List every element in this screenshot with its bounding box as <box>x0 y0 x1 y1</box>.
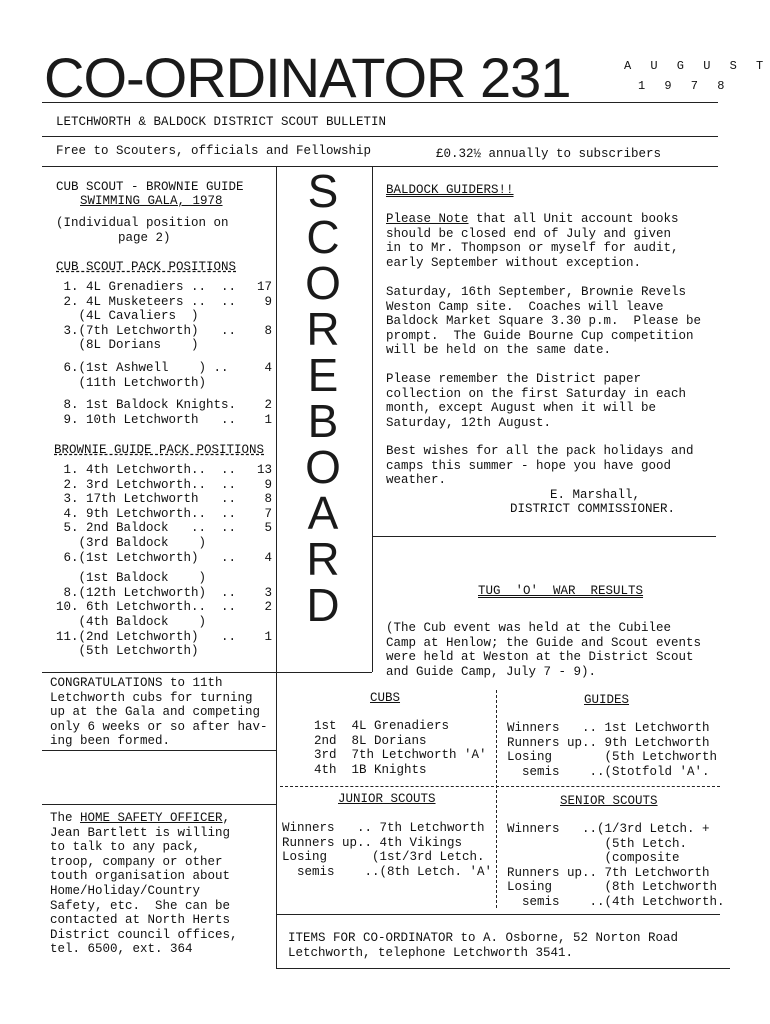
signature-name: E. Marshall, <box>550 488 641 502</box>
list-item: 9. 10th Letchworth .. 1 <box>56 412 272 427</box>
brownie-positions-list <box>56 463 272 659</box>
issue-month: A U G U S T <box>624 59 770 73</box>
cub-positions-list <box>56 280 272 427</box>
results-row-divider <box>280 786 720 787</box>
list-item: (3rd Baldock ) <box>56 535 207 550</box>
list-item: semis ..(8th Letch. 'A' <box>282 864 493 879</box>
scoreboard-letter: S <box>307 165 339 217</box>
list-item: Runners up.. 4th Vikings <box>282 835 463 850</box>
right-column-divider <box>372 166 373 672</box>
list-item: 2nd 8L Dorians <box>314 733 427 748</box>
list-item: (5th Letchworth) <box>56 644 199 659</box>
list-item: Runners up.. 7th Letchworth <box>507 865 710 880</box>
list-item: (composite <box>507 851 680 866</box>
cub-positions-heading: CUB SCOUT PACK POSITIONS <box>56 260 237 274</box>
list-item: 3.(7th Letchworth) .. 8 <box>56 323 272 338</box>
brownie-positions-heading: BROWNIE GUIDE PACK POSITIONS <box>54 443 265 457</box>
guiders-paragraph-paper: Please remember the District paper collection on the first Saturday in each month, except August when it will be Saturday, 12th August. <box>386 372 687 430</box>
subscription-price: £0.32½ annually to subscribers <box>436 147 662 161</box>
senior-scouts-results <box>507 822 725 910</box>
list-item: 5. 2nd Baldock .. .. 5 <box>56 521 272 536</box>
list-item: semis ..(Stotfold 'A'. <box>507 764 710 779</box>
free-distribution-note: Free to Scouters, officials and Fellowship <box>56 144 372 158</box>
results-column-divider <box>496 690 497 908</box>
list-item: 4th 1B Knights <box>314 762 427 777</box>
safety-top-rule <box>42 804 276 805</box>
bulletin-title: CO-ORDINATOR 231 <box>44 46 571 109</box>
gala-note-line2: page 2) <box>118 231 171 245</box>
please-note-label: Please Note <box>386 212 469 226</box>
items-bottom-rule <box>276 968 730 969</box>
list-item: 10. 6th Letchworth.. .. 2 <box>56 600 272 615</box>
list-item: (4L Cavaliers ) <box>56 309 199 324</box>
scoreboard-letter: A <box>307 487 339 539</box>
list-item: (8L Dorians ) <box>56 338 199 353</box>
list-item: 6.(1st Ashwell ) .. 4 <box>56 360 272 375</box>
guiders-paragraph-accounts: Please Note that all Unit account books should be closed end of July and given in to Mr. Thompson or myself for audit, early September without exception. <box>386 212 679 270</box>
gala-title-line1: CUB SCOUT - BROWNIE GUIDE <box>56 180 244 194</box>
items-for-coordinator: ITEMS FOR CO-ORDINATOR to A. Osborne, 52 Norton Road Letchworth, telephone Letchworth 3541. <box>288 931 679 960</box>
scoreboard-letter: R <box>306 533 340 585</box>
cubs-results <box>314 719 487 777</box>
list-item: Losing (5th Letchworth <box>507 750 718 765</box>
subtitle-rule <box>42 136 718 137</box>
price-rule <box>42 166 718 167</box>
left-column-divider <box>276 166 277 672</box>
scoreboard-letter: R <box>306 303 340 355</box>
scoreboard-letter: O <box>305 441 341 493</box>
scoreboard-letter: E <box>307 349 339 401</box>
list-item: (11th Letchworth) <box>56 375 207 390</box>
list-item: 3. 17th Letchworth .. 8 <box>56 492 272 507</box>
items-top-rule <box>276 914 720 915</box>
guiders-bottom-rule <box>372 536 716 537</box>
scoreboard-letter: D <box>306 579 340 631</box>
list-item: Winners .. 1st Letchworth <box>507 721 710 735</box>
list-item: Winners .. 7th Letchworth <box>282 821 485 835</box>
list-item: Winners ..(1/3rd Letch. + <box>507 822 710 836</box>
list-item: (1st Baldock ) <box>56 571 207 586</box>
bulletin-subtitle: LETCHWORTH & BALDOCK DISTRICT SCOUT BULLETIN <box>56 115 387 129</box>
list-item: Runners up.. 9th Letchworth <box>507 735 710 750</box>
list-item: Losing (8th Letchworth <box>507 880 718 895</box>
issue-year: 1 9 7 8 <box>638 79 731 93</box>
list-item: 1. 4th Letchworth.. .. 13 <box>56 463 272 477</box>
junior-scouts-heading: JUNIOR SCOUTS <box>338 792 436 806</box>
guiders-paragraph-revels: Saturday, 16th September, Brownie Revels Weston Camp site. Coaches will leave Baldock Market Square 3.30 p.m. Please be prompt. The Guide Bourne Cup competition will be held on the same date. <box>386 285 702 358</box>
scoreboard-letter: B <box>307 395 339 447</box>
list-item: 4. 9th Letchworth.. .. 7 <box>56 506 272 521</box>
list-item: semis ..(4th Letchworth. <box>507 894 725 909</box>
guides-heading: GUIDES <box>584 693 630 707</box>
list-item: 8. 1st Baldock Knights. 2 <box>56 398 272 413</box>
gala-title-line2: SWIMMING GALA, 1978 <box>80 194 223 208</box>
tug-of-war-intro: (The Cub event was held at the Cubilee Camp at Henlow; the Guide and Scout events were held at Weston at the District Scout and Guide Camp, July 7 - 9). <box>386 621 702 679</box>
list-item: 2. 4L Musketeers .. .. 9 <box>56 294 272 309</box>
cubs-heading: CUBS <box>370 691 401 705</box>
home-safety-officer-title: HOME SAFETY OFFICER <box>80 811 223 825</box>
list-item: 1st 4L Grenadiers <box>314 719 450 733</box>
list-item: 11.(2nd Letchworth) .. 1 <box>56 629 272 644</box>
gala-box-bottom-rule <box>42 672 372 673</box>
junior-scouts-results <box>282 821 492 879</box>
masthead-rule <box>42 102 718 103</box>
list-item: 2. 3rd Letchworth.. .. 9 <box>56 477 272 492</box>
guiders-paragraph-wishes: Best wishes for all the pack holidays and camps this summer - hope you have good weather. <box>386 444 694 488</box>
congratulations-note: CONGRATULATIONS to 11th Letchworth cubs for turning up at the Gala and competing only 6 weeks or so after hav- ing been formed. <box>50 676 268 749</box>
gala-note-line1: (Individual position on <box>56 216 229 230</box>
home-safety-notice: The HOME SAFETY OFFICER, Jean Bartlett is willing to talk to any pack, troop, company or other touth organisation about Home/Holiday/Country Safety, etc. She can be contacted at North Herts District council offices, tel. 6500, ext. 364 <box>50 811 238 957</box>
baldock-guiders-heading: BALDOCK GUIDERS!! <box>386 183 514 197</box>
signature-title: DISTRICT COMMISSIONER. <box>510 502 676 516</box>
congrats-bottom-rule <box>42 750 276 751</box>
list-item: 8.(12th Letchworth) .. 3 <box>56 585 272 600</box>
list-item: (4th Baldock ) <box>56 614 207 629</box>
list-item: (5th Letch. <box>507 836 688 851</box>
senior-scouts-heading: SENIOR SCOUTS <box>560 794 658 808</box>
tug-of-war-heading: TUG 'O' WAR RESULTS <box>478 584 644 598</box>
scoreboard-letter: C <box>306 211 340 263</box>
scoreboard-letter: O <box>305 257 341 309</box>
list-item: 3rd 7th Letchworth 'A' <box>314 748 487 763</box>
list-item: Losing (1st/3rd Letch. <box>282 850 485 865</box>
guides-results <box>507 721 717 779</box>
lower-column-divider <box>276 672 277 968</box>
list-item: 1. 4L Grenadiers .. .. 17 <box>56 280 272 294</box>
list-item: 6.(1st Letchworth) .. 4 <box>56 550 272 565</box>
